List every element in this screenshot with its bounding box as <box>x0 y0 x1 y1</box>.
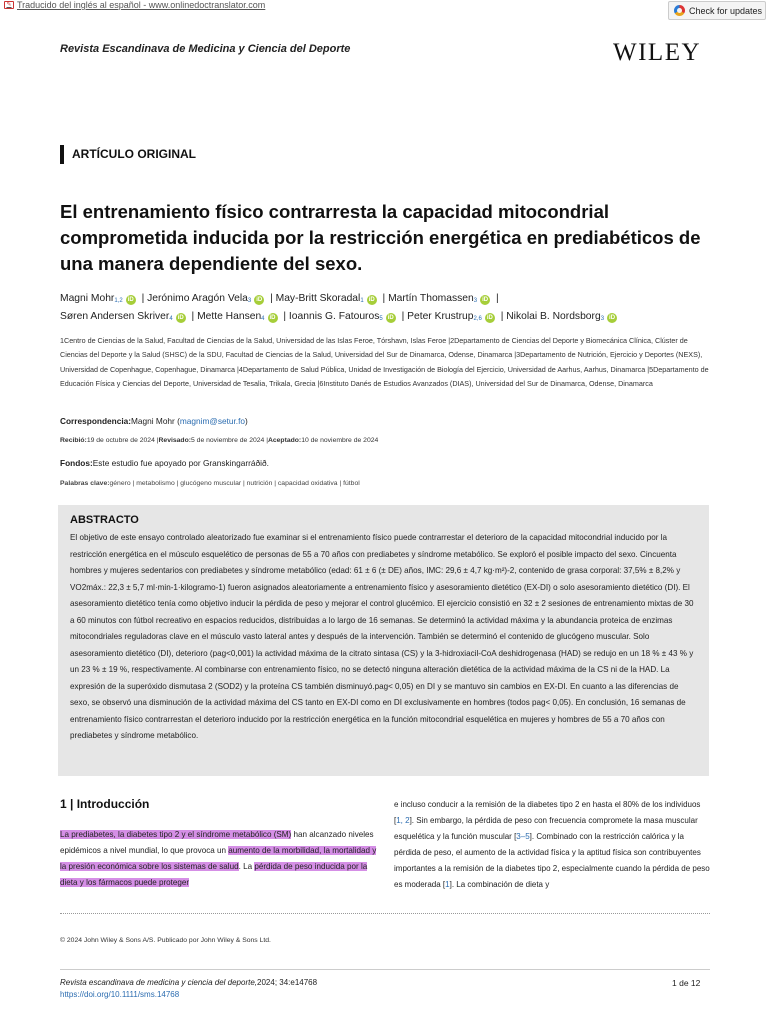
reference-link[interactable]: 1 <box>445 880 450 889</box>
keywords: Palabras clave:género | metabolismo | glucógeno muscular | nutrición | capacidad oxidativa | fútbol <box>60 480 360 487</box>
orcid-icon[interactable]: iD <box>177 315 184 321</box>
publisher-logo: WILEY <box>613 39 702 66</box>
intro-left-column: La prediabetes, la diabetes tipo 2 y el síndrome metabólico (SM) han alcanzado niveles epidémicos a nivel mundial, lo que provoca un aumento de la morbilidad, la mortalidad y la presión económica sobre los sistemas de salud. La pérdida de peso inducida por la dieta y los fármacos puede proteger <box>60 830 377 887</box>
orcid-icon[interactable]: iD <box>486 315 493 321</box>
translate-icon: ✎ <box>4 1 14 9</box>
translator-link[interactable] <box>4 0 265 10</box>
author[interactable]: Nikolai B. Nordsborg$_3$ <box>506 311 605 322</box>
reference-link[interactable]: 1, 2 <box>396 816 410 825</box>
author[interactable]: Ioannis G. Fatouros$_5$ <box>288 311 383 322</box>
copyright: © 2024 John Wiley & Sons A/S. Publicado por John Wiley & Sons Ltd. <box>60 937 271 944</box>
doi-link[interactable]: https://doi.org/10.1111/sms.14768 <box>60 990 180 999</box>
author[interactable]: May-Britt Skoradal$_1$ <box>275 293 364 304</box>
journal-name: Revista Escandinava de Medicina y Ciencia del Deporte <box>60 43 351 55</box>
orcid-icon[interactable]: iD <box>269 315 276 321</box>
author[interactable]: Mette Hansen$_4$ <box>197 311 265 322</box>
abstract-text: El objetivo de este ensayo controlado aleatorizado fue examinar si el entrenamiento físico puede contrarrestar el deterioro de la capacidad mitocondrial inducido por la restricción energética en el músculo esquelético de personas de 55 a 70 años con prediabetes y síndrome metabólico. Se exploró el posible impacto del sexo. Cincuenta hombres y mujeres sedentarios con prediabetes y síndrome metabólico (edad: 61 ± 6 (± DE) años, IMC: 29,6 ± 4,7 kg·m²)-2, contenido de grasa corporal: 37,5% ± 8,2% y VO2máx.: 22,3 ± 5,7 ml·min-1·kilogramo-1) fueron asignados aleatoriamente a entrenamiento físico y asesoramiento dietético (EX-DI) o solo asesoramiento dietético (DI). El asesoramiento dietético tenía como objetivo inducir la pérdida de peso y mejorar el control glucémico. El ejercicio consistió en 32 ± 2 sesiones de entrenamiento mixtas de 30 a 60 minutos con fútbol recreativo en espacios reducidos, distribuidas a lo largo de 16 semanas. Se determinó la actividad máxima y la abundancia proteica de enzimas mitocondriales reguladoras clave en el músculo vasto lateral antes y después de la intervención. También se determinó el contenido de glucógeno muscular. Solo asesoramiento dietético (DI), deterioro (pag<0,001) la actividad máxima de la citrato sintasa (CS) y la 3-hidroxiacil-CoA deshidrogenasa (HAD) se redujo en un 18 % ± 43 % y un 23 % ± 19 %, respectivamente. Al combinarse con entrenamiento físico, no se detectó ninguna alteración dietética de la actividad máxima de la CS ni de la HAD. La expresión de la superóxido dismutasa 2 (SOD2) y la proteína CS también disminuyó.pag< 0,05) en DI y se mantuvo sin cambios en EX-DI. En cuanto a las diferencias de sexo, se observó una disminución de la actividad máxima del CS tanto en EX-DI como en DI exclusivamente en hombres (todos pag< 0,05). En conclusión, 16 semanas de entrenamiento físico contrarrestan el deterioro inducido por la restricción energética en la función mitocondrial esquelética en mujeres y hombres de 55 a 70 años con prediabetes y síndrome metabólico. <box>70 533 694 740</box>
correspondence: Correspondencia:Magni Mohr (magnim@setur.fo) <box>60 416 248 426</box>
orcid-icon[interactable]: iD <box>127 297 134 303</box>
funding: Fondos:Este estudio fue apoyado por Granskingarráðið. <box>60 458 269 468</box>
article-dates: Recibió:19 de octubre de 2024 |Revisado:5 de noviembre de 2024 |Aceptado:10 de noviembre de 2024 <box>60 437 379 444</box>
author[interactable]: Jerónimo Aragón Vela$_3$ <box>147 293 252 304</box>
check-for-updates-button[interactable] <box>668 1 766 20</box>
article-title: El entrenamiento físico contrarresta la capacidad mitocondrial comprometida inducida por la restricción energética en prediabéticos de una manera dependiente del sexo. <box>60 201 701 274</box>
translator-text: Traducido del inglés al español - www.onlinedoctranslator.com <box>17 0 266 10</box>
author-list: Magni Mohr$_{1,2}$ iD | Jerónimo Aragón Vela$_3$ iD | May-Britt Skoradal$_1$ iD | Martín Thomassen$_3$ iD | Søren Andersen Skriver$_4$ iD | Mette Hansen$_4$ iD | Ioannis G. Fatouros$_5$ iD | Peter Krustrup$_{2,6}$ iD | Nikolai B. Nordsborg$_3$ iD <box>60 293 616 322</box>
author[interactable]: Magni Mohr$_{1,2}$ <box>60 293 123 304</box>
orcid-icon[interactable]: iD <box>387 315 394 321</box>
check-for-updates-label: Check for updates <box>689 5 763 16</box>
orcid-icon[interactable]: iD <box>609 315 616 321</box>
reference-link[interactable]: 3–5 <box>516 832 530 841</box>
page-number: 1 de 12 <box>672 978 701 988</box>
crossmark-icon <box>674 5 685 16</box>
orcid-icon[interactable]: iD <box>482 297 489 303</box>
intro-heading: 1 | Introducción <box>60 797 150 811</box>
author[interactable]: Søren Andersen Skriver$_4$ <box>60 311 173 322</box>
divider <box>60 969 710 970</box>
intro-right-column: e incluso conducir a la remisión de la diabetes tipo 2 en hasta el 80% de los individuos [1, 2]. Sin embargo, la pérdida de peso con frecuencia compromete la masa muscular esquelética y la función muscular [3–5]. Combinado con la restricción calórica y la pérdida de peso, el aumento de la actividad física y la aptitud física son contribuyentes importantes a la remisión de la diabetes tipo 2, especialmente cuando la pérdida de peso es moderada [1]. La combinación de dieta y <box>394 800 710 889</box>
abstract-heading: ABSTRACTO <box>70 514 139 526</box>
orcid-icon[interactable]: iD <box>256 297 263 303</box>
author[interactable]: Peter Krustrup$_{2,6}$ <box>407 311 482 322</box>
author[interactable]: Martín Thomassen$_3$ <box>388 293 478 304</box>
highlight[interactable]: pérdida de peso inducida por la dieta y los fármacos puede proteger <box>60 862 368 887</box>
highlight[interactable]: La prediabetes, la diabetes tipo 2 y el síndrome metabólico (SM) <box>60 830 292 839</box>
highlight[interactable]: aumento de la morbilidad, la mortalidad y la presión económica sobre los sistemas de salud <box>60 846 377 871</box>
correspondence-email-link[interactable]: magnim@setur.fo <box>179 416 246 426</box>
section-label: ARTÍCULO ORIGINAL <box>60 145 196 164</box>
affiliations: 1Centro de Ciencias de la Salud, Facultad de Ciencias de la Salud, Universidad de las Islas Feroe, Tórshavn, Islas Feroe |2Departamento de Ciencias del Deporte y Biomecánica Clínica, Clúster de Ciencias del Deporte y la Salud (SHSC) de la SDU, Facultad de Ciencias de la Salud, Universidad del Sur de Dinamarca, Odense, Dinamarca |3Departamento de Nutrición, Ejercicio y Deportes (NEXS), Universidad de Copenhague, Copenhague, Dinamarca |4Departamento de Salud Pública, Unidad de Investigación de Biología del Ejercicio, Universidad de Aarhus, Aarhus, Dinamarca |5Departamento de Educación Física y Ciencias del Deporte, Universidad de Tesalia, Trikala, Grecia |6Instituto Danés de Estudios Avanzados (DIAS), Universidad del Sur de Dinamarca, Odense, Dinamarca <box>60 336 709 389</box>
orcid-icon[interactable]: iD <box>368 297 375 303</box>
footer-citation: Revista escandinava de medicina y ciencia del deporte,2024; 34:e14768 <box>60 978 318 987</box>
divider <box>60 913 710 914</box>
